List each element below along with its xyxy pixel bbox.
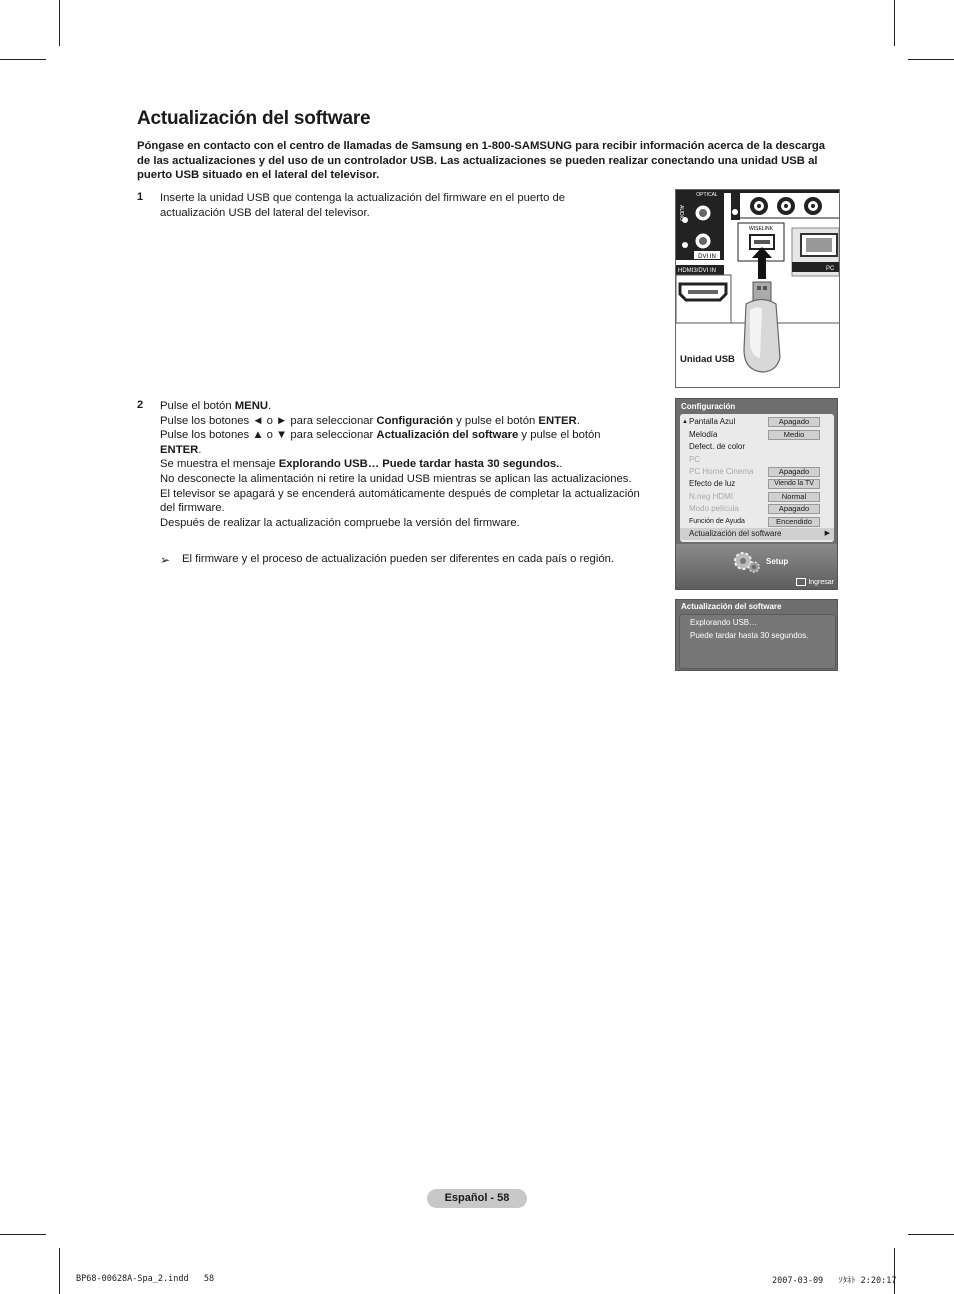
crop-mark xyxy=(0,59,46,60)
file-slug: BP68-00628A-Spa_2.indd 58 xyxy=(76,1274,215,1284)
crop-mark xyxy=(59,1248,60,1294)
menu-row: PC xyxy=(689,455,701,464)
page-number: Español - 58 xyxy=(427,1189,527,1208)
step-2-line: Se muestra el mensaje Explorando USB… Puede tardar hasta 30 segundos.. xyxy=(160,458,563,471)
step-number: 1 xyxy=(137,191,144,203)
dialog-title: Actualización del software xyxy=(681,602,782,611)
usb-illustration xyxy=(675,189,840,388)
menu-panel xyxy=(680,414,834,542)
optical-label: OPTICAL xyxy=(696,192,718,198)
date-slug: 2007-03-09 ｿﾀﾈﾄ 2:20:17 xyxy=(772,1276,897,1286)
step-2-line: Pulse los botones ▲ o ▼ para seleccionar Actualización del software y pulse el botón ENTER. xyxy=(160,429,601,456)
intro-paragraph: Póngase en contacto con el centro de llamadas de Samsung en 1-800-SAMSUNG para recibir información acerca de la descarga de las actualizaciones y del uso de un controlador USB. Las actualizaciones se pueden realizar conectando una unidad USB al puerto USB situado en el lateral del televisor. xyxy=(137,140,826,182)
dialog-message: Puede tardar hasta 30 segundos. xyxy=(690,631,809,640)
wiselink-label: WISELINK xyxy=(749,226,773,232)
step-1-text: Inserte la unidad USB que contenga la actualización del firmware en el puerto de actualización USB del lateral del televisor. xyxy=(160,192,566,219)
step-2-text xyxy=(160,399,640,530)
step-number: 2 xyxy=(137,399,144,411)
config-menu-screenshot xyxy=(675,398,838,590)
note xyxy=(160,553,660,567)
menu-row[interactable]: Melodía Medio xyxy=(680,429,834,441)
audio-label: AUDIO xyxy=(678,205,684,221)
update-dialog-screenshot xyxy=(675,599,838,671)
usb-drive-caption: Unidad USB xyxy=(680,354,735,365)
step-2-line: Pulse los botones ◄ o ► para seleccionar Configuración y pulse el botón ENTER. xyxy=(160,414,580,427)
dialog-panel xyxy=(679,614,836,669)
menu-row-selected[interactable]: Actualización del software ▶ xyxy=(680,528,834,540)
menu-row: N.neg HDMI Normal xyxy=(680,491,834,503)
arrow-note-icon: ➢ xyxy=(160,553,171,567)
setup-label: Setup xyxy=(766,557,789,566)
gear-icon xyxy=(732,550,762,576)
step-2-line: El televisor se apagará y se encenderá automáticamente después de completar la actualización del firmware. xyxy=(160,487,640,515)
enter-icon xyxy=(796,578,806,586)
step-2-line: Pulse el botón MENU. xyxy=(160,400,272,412)
pc-label: PC xyxy=(826,266,835,272)
page-title: Actualización del software xyxy=(137,108,371,129)
crop-mark xyxy=(0,1234,46,1235)
step-2-line: Después de realizar la actualización compruebe la versión del firmware. xyxy=(160,516,520,529)
menu-title: Configuración xyxy=(681,402,736,411)
crop-mark xyxy=(908,59,954,60)
menu-row[interactable]: Efecto de luz Viendo la TV xyxy=(680,478,834,490)
enter-hint: Ingresar xyxy=(796,578,834,586)
step-2-line: No desconecte la alimentación ni retire la unidad USB mientras se aplican las actualizaciones. xyxy=(160,472,632,485)
menu-row[interactable]: Función de Ayuda Encendido xyxy=(680,516,834,528)
triangle-right-icon: ▶ xyxy=(824,530,830,537)
crop-mark xyxy=(894,1248,895,1294)
note-text: El firmware y el proceso de actualización pueden ser diferentes en cada país o región. xyxy=(182,553,615,565)
triangle-up-icon: ▲ xyxy=(682,419,688,425)
setup-tab xyxy=(676,544,837,589)
dvi-in-label: DVI IN xyxy=(698,254,716,260)
crop-mark xyxy=(59,0,60,46)
menu-row[interactable]: ▲ Pantalla Azul Apagado xyxy=(680,416,834,428)
hdmi3-label: HDMI3/DVI IN xyxy=(678,268,717,274)
crop-mark xyxy=(908,1234,954,1235)
menu-row[interactable]: Defect. de color xyxy=(689,442,746,451)
menu-row: PC Home Cinema Apagado xyxy=(680,466,834,478)
dialog-message: Explorando USB… xyxy=(690,618,758,627)
menu-row: Modo película Apagado xyxy=(680,503,834,515)
crop-mark xyxy=(894,0,895,46)
